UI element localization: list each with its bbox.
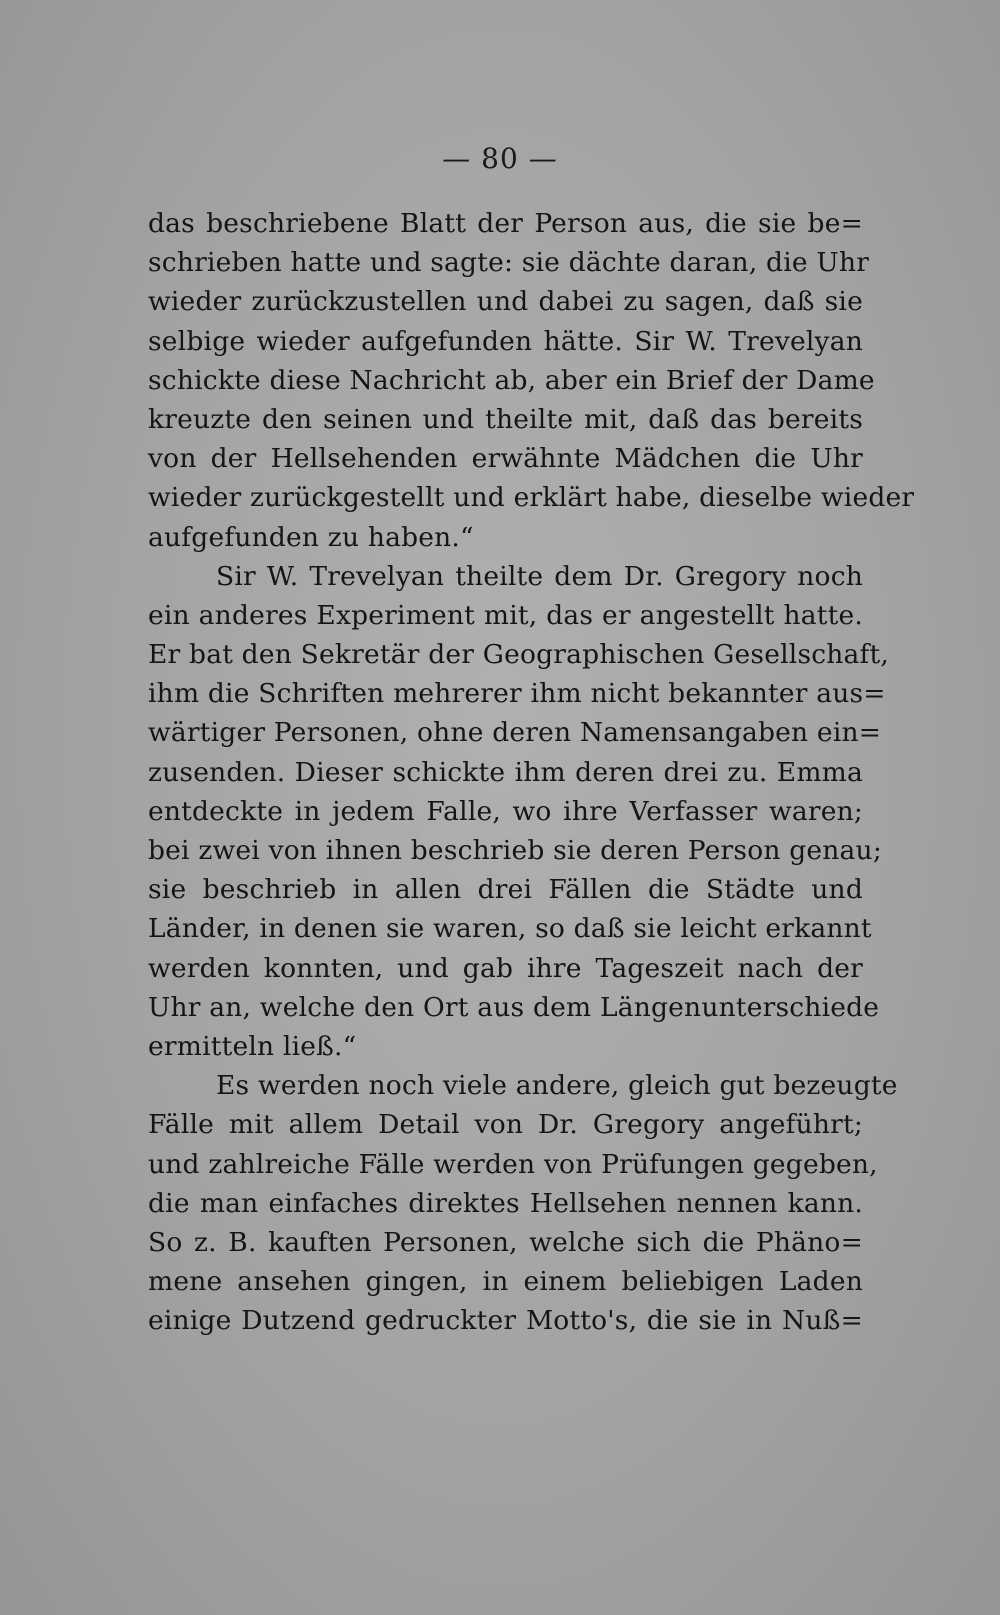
text-line: zusenden. Dieser schickte ihm deren drei zu. Emma (148, 756, 863, 788)
text-line: selbige wieder aufgefunden hätte. Sir W. Trevelyan (148, 325, 863, 357)
text-line: Er bat den Sekretär der Geographischen Gesellschaft, (148, 639, 890, 671)
text-line: wieder zurückgestellt und erklärt habe, dieselbe wieder (148, 482, 915, 514)
text-line: mene ansehen gingen, in einem beliebigen Laden (148, 1266, 863, 1298)
text-line: kreuzte den seinen und theilte mit, daß das bereits (148, 403, 863, 435)
paragraph-end-line: aufgefunden zu haben.“ (148, 521, 474, 553)
text-line: einige Dutzend gedruckter Motto's, die sie in Nuß= (148, 1305, 863, 1337)
text-line: und zahlreiche Fälle werden von Prüfungen gegeben, (148, 1148, 878, 1180)
text-line: Länder, in denen sie waren, so daß sie leicht erkannt (148, 913, 872, 945)
page-number: — 80 — (442, 142, 558, 175)
text-line: ein anderes Experiment mit, das er angestellt hatte. (148, 599, 863, 631)
text-line: Uhr an, welche den Ort aus dem Längenunterschiede (148, 991, 880, 1023)
text-line: entdeckte in jedem Falle, wo ihre Verfasser waren; (148, 795, 863, 827)
text-line: das beschriebene Blatt der Person aus, die sie be= (148, 208, 863, 239)
text-line: von der Hellsehenden erwähnte Mädchen die Uhr (148, 443, 863, 475)
paragraph-start-line: Sir W. Trevelyan theilte dem Dr. Gregory noch (216, 560, 863, 592)
text-line: schickte diese Nachricht ab, aber ein Brief der Dame (148, 364, 875, 396)
body-text (148, 204, 915, 1340)
paragraph-end-line: ermitteln ließ.“ (148, 1030, 357, 1062)
text-line: werden konnten, und gab ihre Tageszeit nach der (148, 952, 863, 984)
text-line: So z. B. kauften Personen, welche sich die Phäno= (148, 1226, 863, 1258)
text-line: wärtiger Personen, ohne deren Namensangaben ein= (148, 717, 882, 749)
text-line: die man einfaches direktes Hellsehen nennen kann. (148, 1187, 863, 1219)
text-line: ihm die Schriften mehrerer ihm nicht bekannter aus= (148, 678, 886, 710)
paragraph-start-line: Es werden noch viele andere, gleich gut bezeugte (216, 1070, 898, 1102)
text-line: Fälle mit allem Detail von Dr. Gregory angeführt; (148, 1109, 863, 1141)
text-line: schrieben hatte und sagte: sie dächte daran, die Uhr (148, 247, 870, 279)
text-line: sie beschrieb in allen drei Fällen die Städte und (148, 874, 863, 906)
text-line: wieder zurückzustellen und dabei zu sagen, daß sie (148, 286, 863, 318)
text-line: bei zwei von ihnen beschrieb sie deren Person genau; (148, 835, 882, 866)
